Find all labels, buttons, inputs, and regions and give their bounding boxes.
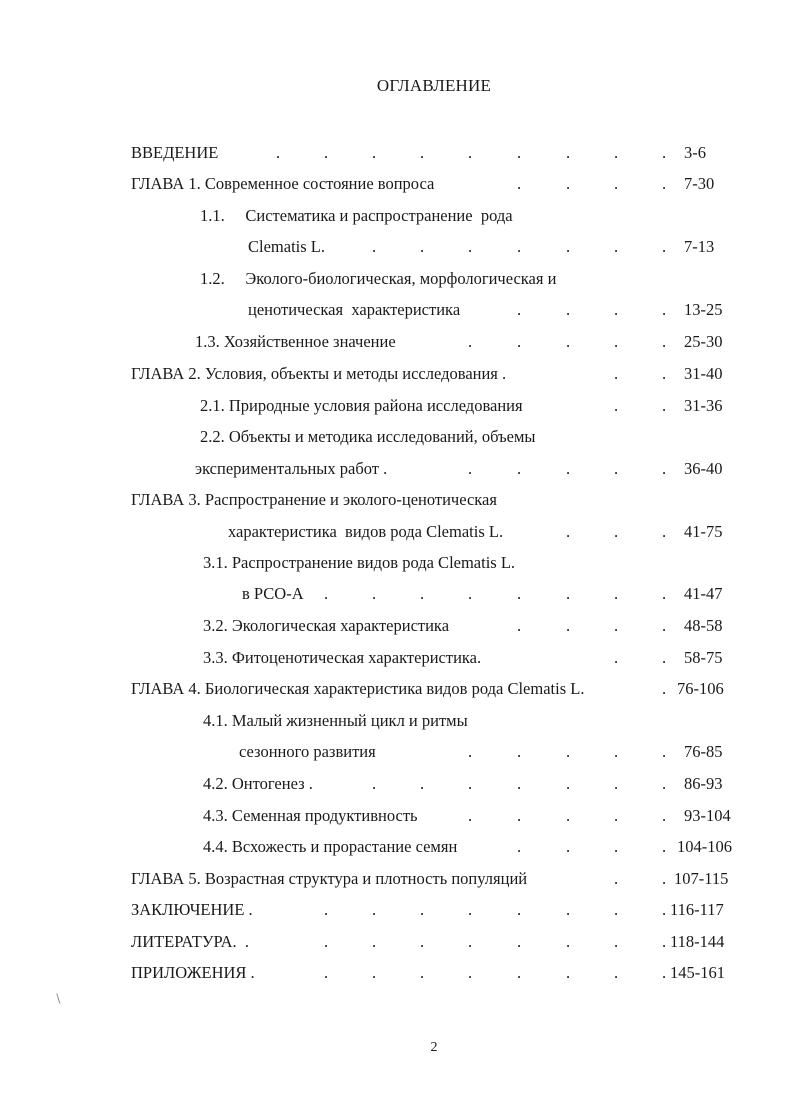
toc-entry-text: 4.2. Онтогенез .: [203, 774, 313, 793]
toc-entry-section-2-2-cont: экспериментальных работ . . . . . . 36-40: [0, 457, 799, 481]
toc-entry-text: 3.1. Распространение видов рода Clematis L.: [203, 553, 516, 572]
page-number: 2: [430, 1040, 438, 1055]
toc-entry-pages: 13-25: [684, 300, 723, 319]
toc-entry-pages: 76-106: [677, 679, 724, 698]
toc-entry-section-2-2: [0, 425, 799, 449]
toc-entry-chapter-2: ГЛАВА 2. Условия, объекты и методы исследования . . . 31-40: [0, 362, 799, 386]
toc-entry-pages: 107-115: [674, 869, 729, 888]
toc-entry-text: 1.3. Хозяйственное значение: [195, 332, 396, 351]
toc-entry-text: экспериментальных работ .: [195, 459, 388, 478]
toc-entry-text: ЗАКЛЮЧЕНИЕ .: [131, 900, 253, 919]
toc-entry-text: 1.2. Эколого-биологическая, морфологическая и: [200, 269, 557, 288]
toc-entry-text: ГЛАВА 3. Распространение и эколого-ценотическая: [131, 490, 497, 509]
toc-entry-pages: 116-117: [670, 900, 724, 919]
toc-entry-pages: 36-40: [684, 459, 723, 478]
toc-entry-text: 3.2. Экологическая характеристика: [203, 616, 450, 635]
toc-entry-pages: 31-36: [684, 396, 723, 415]
toc-entry-chapter-3-cont: характеристика видов рода Clematis L. . . . 41-75: [0, 520, 799, 544]
toc-entry-pages: 48-58: [684, 616, 723, 635]
toc-entry-section-4-2: 4.2. Онтогенез . . . . . . . . 86-93: [0, 772, 799, 796]
toc-entry-pages: 7-13: [684, 237, 715, 256]
toc-entry-text: ВВЕДЕНИЕ: [131, 143, 219, 162]
toc-entry-appendices: ПРИЛОЖЕНИЯ . . . . . . . . . 145-161: [0, 961, 799, 985]
toc-entry-section-1-1-cont: Clematis L. . . . . . . . 7-13: [0, 235, 799, 259]
toc-entry-text: 4.4. Всхожесть и прорастание семян: [203, 837, 458, 856]
toc-entry-text: 3.3. Фитоценотическая характеристика.: [203, 648, 482, 667]
toc-entry-text: 2.1. Природные условия района исследования: [200, 396, 523, 415]
scan-artifact: ∖: [54, 992, 62, 1006]
toc-entry-pages: 41-47: [684, 584, 723, 603]
toc-entry-section-4-1: [0, 709, 799, 733]
toc-entry-section-4-3: 4.3. Семенная продуктивность . . . . . 93-104: [0, 804, 799, 828]
toc-entry-text: сезонного развития: [239, 742, 376, 761]
toc-entry-introduction: ВВЕДЕНИЕ . . . . . . . . . 3-6: [0, 141, 799, 165]
toc-entry-chapter-3: [0, 488, 799, 512]
toc-entry-pages: 31-40: [684, 364, 723, 383]
toc-entry-section-2-1: 2.1. Природные условия района исследования . . 31-36: [0, 394, 799, 418]
toc-entry-section-3-3: 3.3. Фитоценотическая характеристика. . . 58-75: [0, 646, 799, 670]
toc-entry-text: ГЛАВА 2. Условия, объекты и методы исследования .: [131, 364, 507, 383]
toc-entry-text: ЛИТЕРАТУРА. .: [131, 932, 250, 951]
toc-entry-pages: 118-144: [670, 932, 725, 951]
toc-entry-pages: 7-30: [684, 174, 715, 193]
toc-entry-text: в РСО-А: [242, 584, 304, 603]
toc-entry-pages: 104-106: [677, 837, 732, 856]
toc-entry-text: 4.3. Семенная продуктивность: [203, 806, 418, 825]
toc-entry-conclusion: ЗАКЛЮЧЕНИЕ . . . . . . . . . 116-117: [0, 898, 799, 922]
toc-entry-pages: 86-93: [684, 774, 723, 793]
toc-entry-text: Clematis L.: [248, 237, 325, 256]
toc-entry-text: 4.1. Малый жизненный цикл и ритмы: [203, 711, 468, 730]
toc-entry-text: 1.1. Систематика и распространение рода: [200, 206, 513, 225]
toc-entry-section-3-1: [0, 551, 799, 575]
toc-entry-text: ценотическая характеристика: [248, 300, 461, 319]
toc-entry-pages: 76-85: [684, 742, 723, 761]
toc-entry-text: ГЛАВА 1. Современное состояние вопроса: [131, 174, 435, 193]
toc-entry-text: ГЛАВА 5. Возрастная структура и плотность популяций: [131, 869, 528, 888]
toc-entry-section-3-2: 3.2. Экологическая характеристика . . . . 48-58: [0, 614, 799, 638]
toc-entry-section-4-1-cont: сезонного развития . . . . . 76-85: [0, 740, 799, 764]
page-title: ОГЛАВЛЕНИЕ: [376, 76, 492, 95]
toc-entry-text: ПРИЛОЖЕНИЯ .: [131, 963, 255, 982]
toc-entry-section-1-2: [0, 267, 799, 291]
toc-entry-chapter-5: ГЛАВА 5. Возрастная структура и плотность популяций . . 107-115: [0, 867, 799, 891]
toc-entry-pages: 93-104: [684, 806, 731, 825]
toc-entry-pages: 25-30: [684, 332, 723, 351]
toc-entry-section-3-1-cont: в РСО-А . . . . . . . . 41-47: [0, 582, 799, 606]
toc-entry-pages: 3-6: [684, 143, 706, 162]
toc-entry-pages: 145-161: [670, 963, 725, 982]
toc-entry-text: 2.2. Объекты и методика исследований, объемы: [200, 427, 536, 446]
toc-entry-text: характеристика видов рода Clematis L.: [228, 522, 504, 541]
toc-entry-section-1-2-cont: ценотическая характеристика . . . . 13-25: [0, 298, 799, 322]
toc-entry-chapter-4: ГЛАВА 4. Биологическая характеристика видов рода Clematis L. . 76-106: [0, 677, 799, 701]
toc-entry-section-1-1: [0, 204, 799, 228]
toc-entry-pages: 41-75: [684, 522, 723, 541]
toc-entry-section-4-4: 4.4. Всхожесть и прорастание семян . . . . 104-106: [0, 835, 799, 859]
toc-entry-literature: ЛИТЕРАТУРА. . . . . . . . . . 118-144: [0, 930, 799, 954]
toc-entry-text: ГЛАВА 4. Биологическая характеристика видов рода Clematis L.: [131, 679, 585, 698]
toc-entry-section-1-3: 1.3. Хозяйственное значение . . . . . 25-30: [0, 330, 799, 354]
toc-entry-pages: 58-75: [684, 648, 723, 667]
toc-entry-chapter-1: ГЛАВА 1. Современное состояние вопроса . . . . 7-30: [0, 172, 799, 196]
